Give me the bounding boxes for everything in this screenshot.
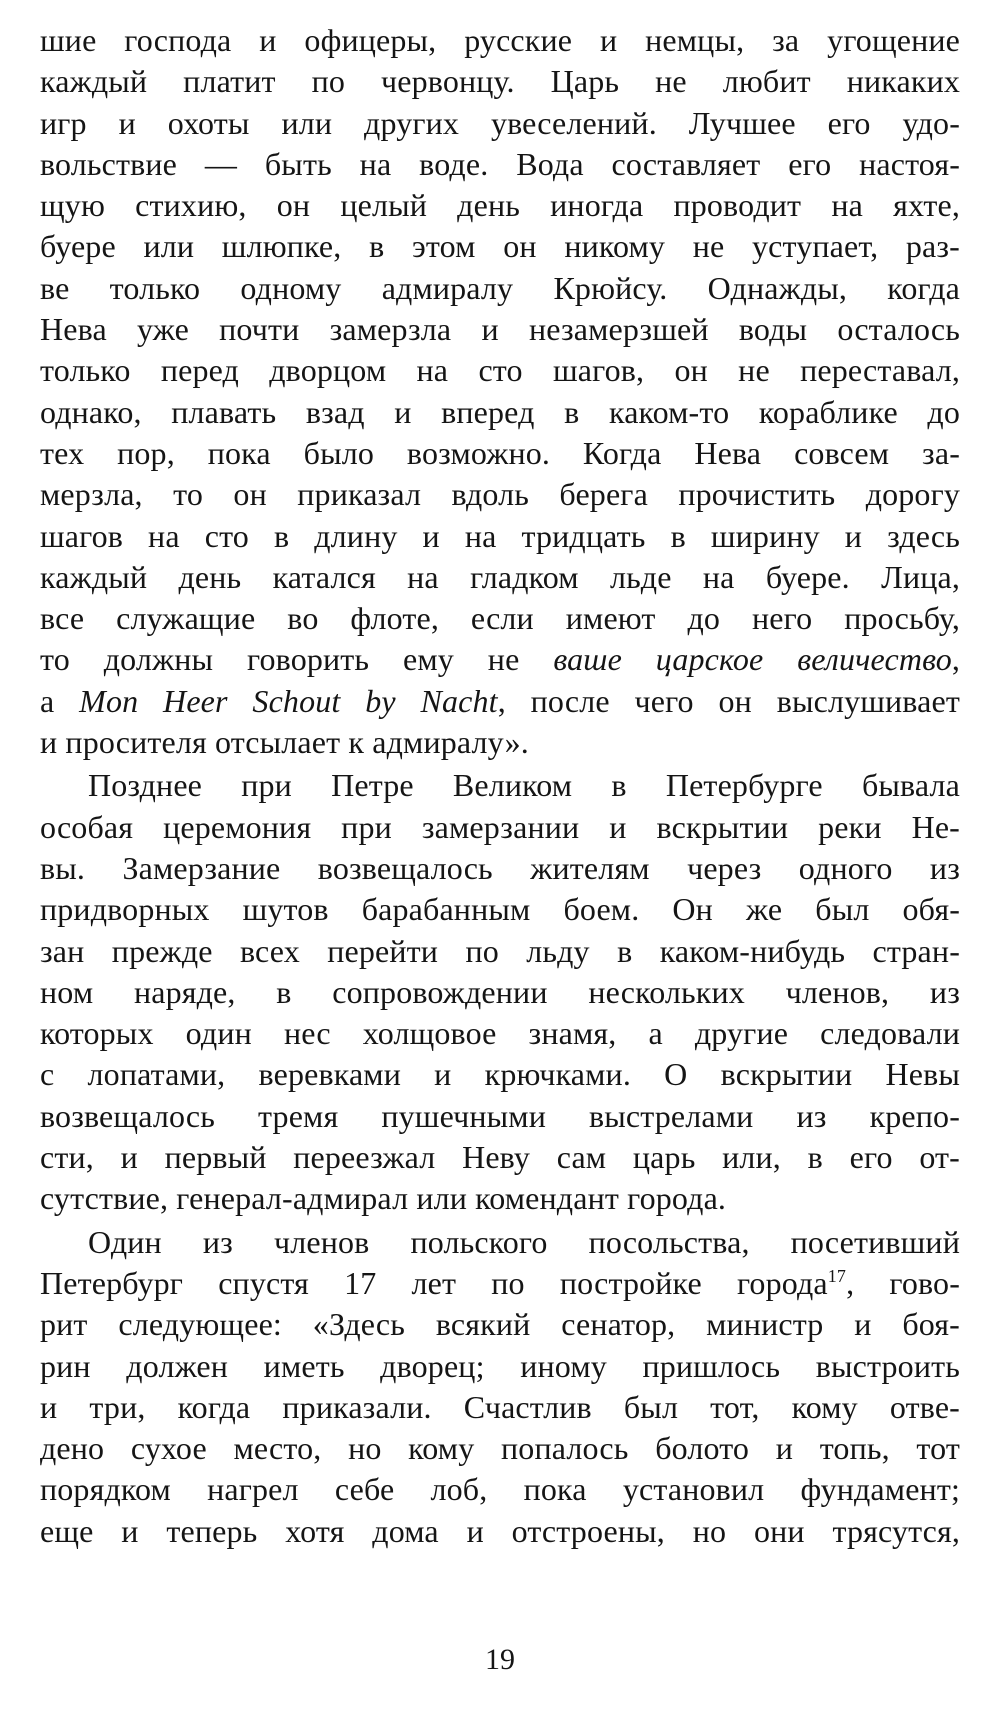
text-line: Один из членов польского посольства, посетивший: [88, 1223, 960, 1260]
text-line: все служащие во флоте, если имеют до него просьбу,: [40, 600, 960, 637]
text-line-with-italic: [40, 639, 960, 680]
text-line: буере или шлюпке, в этом он никому не уступает, раз-: [40, 228, 960, 265]
paragraph-3: [40, 1222, 960, 1552]
text-segment: Петербург спустя 17 лет по постройке города: [40, 1264, 828, 1301]
text-line-with-italic: [40, 681, 960, 722]
text-line: игр и охоты или других увеселений. Лучшее его удо-: [40, 104, 960, 141]
text-line: каждый платит по червонцу. Царь не любит никаких: [40, 63, 960, 100]
text-line: и просителя отсылает к адмиралу».: [40, 724, 529, 761]
text-line-with-footnote: [40, 1263, 960, 1304]
text-line: ном наряде, в сопровождении нескольких членов, из: [40, 973, 960, 1010]
text-line: еще и теперь хотя дома и отстроены, но они трясутся,: [40, 1512, 960, 1549]
text-line: особая церемония при замерзании и вскрытии реки Не-: [40, 808, 960, 845]
text-line: дено сухое место, но кому попалось болото и топь, тот: [40, 1430, 960, 1467]
text-segment: , после чего он выслушивает: [497, 682, 960, 719]
text-line: сутствие, генерал-адмирал или комендант города.: [40, 1180, 727, 1217]
footnote-ref[interactable]: 17: [827, 1265, 847, 1286]
text-line: рит следующее: «Здесь всякий сенатор, министр и боя-: [40, 1306, 960, 1343]
text-line: мерзла, то он приказал вдоль берега прочистить дорогу: [40, 476, 960, 513]
text-line: порядком нагрел себе лоб, пока установил фундамент;: [40, 1471, 960, 1508]
text-line: шие господа и офицеры, русские и немцы, за угощение: [40, 22, 960, 58]
text-line: придворных шутов барабанным боем. Он же был обя-: [40, 891, 960, 928]
text-segment: то должны говорить ему не: [40, 641, 554, 678]
italic-phrase: ваше царское величество: [553, 641, 952, 678]
text-line: вольствие — быть на воде. Вода составляет его настоя-: [40, 145, 960, 182]
text-line: каждый день катался на гладком льде на буере. Лица,: [40, 558, 960, 595]
text-line: вы. Замерзание возвещалось жителям через одного из: [40, 849, 960, 886]
text-segment: , гово-: [846, 1264, 960, 1301]
page-number: 19: [485, 1643, 515, 1676]
text-line: рин должен иметь дворец; иному пришлось выстроить: [40, 1347, 960, 1384]
text-line: Позднее при Петре Великом в Петербурге бывала: [88, 767, 960, 804]
text-line: и три, когда приказали. Счастлив был тот, кому отве-: [40, 1388, 960, 1425]
paragraph-2: [40, 765, 960, 1219]
text-line: сти, и первый переезжал Неву сам царь или, в его от-: [40, 1139, 960, 1176]
text-line: ве только одному адмиралу Крюйсу. Однажды, когда: [40, 269, 960, 306]
text-line: зан прежде всех перейти по льду в каком-нибудь стран-: [40, 932, 960, 969]
text-line: шагов на сто в длину и на тридцать в ширину и здесь: [40, 517, 960, 554]
text-line: Нева уже почти замерзла и незамерзшей воды осталось: [40, 311, 960, 348]
text-line: возвещалось тремя пушечными выстрелами из крепо-: [40, 1097, 960, 1134]
text-line: которых один нес холщовое знамя, а другие следовали: [40, 1015, 960, 1052]
text-line: только перед дворцом на сто шагов, он не переставал,: [40, 352, 960, 389]
text-line: однако, плавать взад и вперед в каком-то кораблике до: [40, 393, 960, 430]
text-line: щую стихию, он целый день иногда проводит на яхте,: [40, 187, 960, 224]
text-line: с лопатами, веревками и крючками. О вскрытии Невы: [40, 1056, 960, 1093]
text-line: тех пор, пока было возможно. Когда Нева совсем за-: [40, 434, 960, 471]
text-segment: ,: [951, 641, 961, 678]
paragraph-1: [40, 20, 960, 763]
book-page: [40, 20, 960, 1700]
text-segment: а: [40, 682, 80, 719]
italic-phrase: Mon Heer Schout by Nacht: [79, 682, 498, 719]
